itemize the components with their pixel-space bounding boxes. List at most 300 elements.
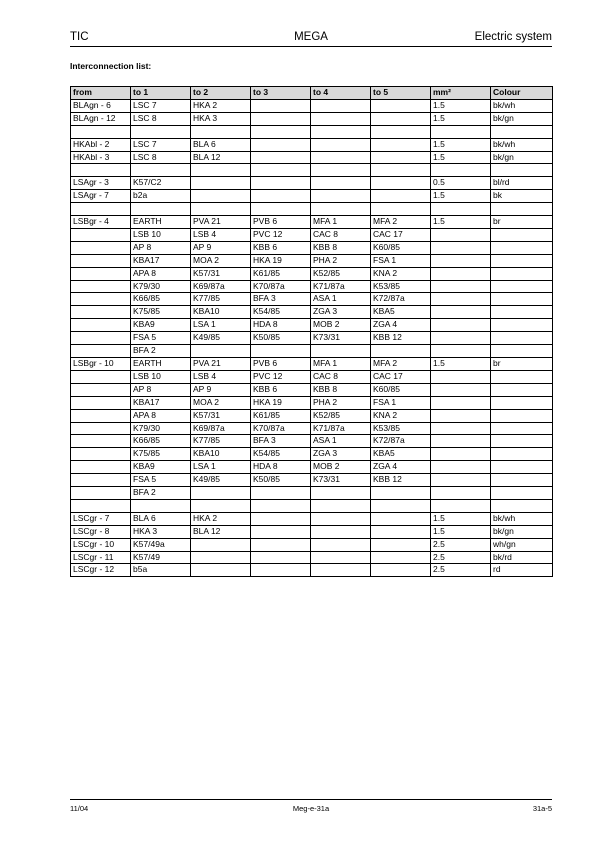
table-cell <box>431 435 491 448</box>
table-cell <box>371 345 431 358</box>
table-cell: K77/85 <box>191 435 251 448</box>
table-cell: HKA 2 <box>191 99 251 112</box>
table-cell: MFA 1 <box>311 216 371 229</box>
table-cell: K49/85 <box>191 474 251 487</box>
table-cell <box>251 512 311 525</box>
table-cell: K73/31 <box>311 332 371 345</box>
header-left: TIC <box>70 31 89 43</box>
table-cell: PVB 6 <box>251 216 311 229</box>
table-cell <box>311 538 371 551</box>
table-cell <box>491 306 553 319</box>
table-cell <box>191 487 251 500</box>
table-cell: LSCgr - 11 <box>71 551 131 564</box>
table-cell <box>431 228 491 241</box>
table-cell: LSCgr - 12 <box>71 564 131 577</box>
table-row <box>71 332 553 345</box>
table-cell: K79/30 <box>131 422 191 435</box>
column-header: from <box>71 87 131 100</box>
table-cell: CAC 17 <box>371 370 431 383</box>
table-cell <box>311 164 371 177</box>
table-cell: ZGA 4 <box>371 319 431 332</box>
table-cell <box>491 448 553 461</box>
table-cell: FSA 1 <box>371 396 431 409</box>
table-cell: bk/wh <box>491 99 553 112</box>
table-cell: ZGA 3 <box>311 448 371 461</box>
table-cell <box>431 319 491 332</box>
table-row <box>71 293 553 306</box>
table-cell: LSBgr - 4 <box>71 216 131 229</box>
table-cell <box>431 280 491 293</box>
table-cell <box>251 564 311 577</box>
table-cell <box>311 551 371 564</box>
table-cell: PHA 2 <box>311 396 371 409</box>
table-cell <box>251 525 311 538</box>
table-cell <box>251 164 311 177</box>
table-cell: KBB 12 <box>371 474 431 487</box>
table-cell: CAC 17 <box>371 228 431 241</box>
table-header-row <box>71 87 553 100</box>
table-cell: FSA 1 <box>371 254 431 267</box>
table-cell <box>71 228 131 241</box>
table-row <box>71 112 553 125</box>
table-cell <box>371 138 431 151</box>
table-cell: bk/gn <box>491 151 553 164</box>
table-row <box>71 564 553 577</box>
table-cell <box>371 125 431 138</box>
table-cell: br <box>491 216 553 229</box>
table-cell <box>251 499 311 512</box>
table-cell: ASA 1 <box>311 293 371 306</box>
table-cell <box>491 228 553 241</box>
table-cell: LSAgr - 3 <box>71 177 131 190</box>
table-cell: PVA 21 <box>191 216 251 229</box>
table-row <box>71 306 553 319</box>
table-cell <box>431 293 491 306</box>
table-row <box>71 216 553 229</box>
table-cell <box>371 499 431 512</box>
table-cell <box>491 409 553 422</box>
table-cell <box>311 512 371 525</box>
table-cell <box>71 435 131 448</box>
table-cell <box>431 461 491 474</box>
table-cell: APA 8 <box>131 409 191 422</box>
table-cell <box>431 203 491 216</box>
table-row <box>71 448 553 461</box>
table-cell: K53/85 <box>371 422 431 435</box>
header-center: MEGA <box>294 31 328 43</box>
table-cell <box>371 151 431 164</box>
table-cell: 1.5 <box>431 112 491 125</box>
table-cell: KNA 2 <box>371 267 431 280</box>
table-cell <box>71 448 131 461</box>
footer-document-id: Meg-e-31a <box>292 804 330 813</box>
table-cell: 1.5 <box>431 138 491 151</box>
table-cell <box>71 474 131 487</box>
table-cell <box>431 254 491 267</box>
table-cell: PVA 21 <box>191 357 251 370</box>
table-row <box>71 474 553 487</box>
table-cell <box>311 138 371 151</box>
table-cell: MFA 1 <box>311 357 371 370</box>
table-cell: KBB 8 <box>311 383 371 396</box>
table-cell <box>251 151 311 164</box>
table-cell <box>251 99 311 112</box>
table-row <box>71 177 553 190</box>
table-cell: LSB 4 <box>191 228 251 241</box>
table-cell: bk/gn <box>491 112 553 125</box>
table-cell <box>311 487 371 500</box>
table-cell <box>311 564 371 577</box>
table-cell <box>131 499 191 512</box>
table-cell: 1.5 <box>431 99 491 112</box>
table-cell: BFA 3 <box>251 293 311 306</box>
table-cell: MOA 2 <box>191 396 251 409</box>
column-header: to 5 <box>371 87 431 100</box>
table-cell <box>371 551 431 564</box>
table-cell <box>491 383 553 396</box>
table-cell: 0.5 <box>431 177 491 190</box>
table-cell <box>71 241 131 254</box>
table-cell: K66/85 <box>131 435 191 448</box>
table-cell: BFA 2 <box>131 487 191 500</box>
table-cell: HKAbl - 2 <box>71 138 131 151</box>
table-cell <box>71 409 131 422</box>
table-cell: wh/gn <box>491 538 553 551</box>
table-cell: K52/85 <box>311 409 371 422</box>
table-cell <box>491 293 553 306</box>
table-row <box>71 267 553 280</box>
table-cell <box>431 474 491 487</box>
table-cell <box>491 164 553 177</box>
table-cell <box>251 177 311 190</box>
table-cell: 1.5 <box>431 216 491 229</box>
table-cell: MFA 2 <box>371 357 431 370</box>
table-cell: K61/85 <box>251 267 311 280</box>
table-cell <box>431 345 491 358</box>
table-cell: K57/49a <box>131 538 191 551</box>
table-cell <box>191 564 251 577</box>
table-cell <box>431 370 491 383</box>
table-cell: AP 8 <box>131 383 191 396</box>
table-cell: LSCgr - 8 <box>71 525 131 538</box>
column-header: mm² <box>431 87 491 100</box>
table-cell: b5a <box>131 564 191 577</box>
table-cell: HDA 8 <box>251 319 311 332</box>
table-row <box>71 538 553 551</box>
table-row <box>71 422 553 435</box>
table-cell <box>431 487 491 500</box>
table-cell <box>191 551 251 564</box>
table-cell: HKA 3 <box>191 112 251 125</box>
table-row <box>71 435 553 448</box>
table-cell: K75/85 <box>131 306 191 319</box>
table-cell: HKA 3 <box>131 525 191 538</box>
table-cell: CAC 8 <box>311 228 371 241</box>
table-cell <box>431 396 491 409</box>
table-cell <box>71 499 131 512</box>
table-cell: BLA 6 <box>191 138 251 151</box>
table-cell: ZGA 3 <box>311 306 371 319</box>
table-cell: LSBgr - 10 <box>71 357 131 370</box>
table-cell <box>71 125 131 138</box>
table-row <box>71 164 553 177</box>
table-cell: LSA 1 <box>191 461 251 474</box>
table-cell: KBA5 <box>371 306 431 319</box>
table-cell <box>491 435 553 448</box>
table-cell: bk/wh <box>491 138 553 151</box>
table-cell <box>311 125 371 138</box>
table-cell <box>491 254 553 267</box>
table-cell: K71/87a <box>311 280 371 293</box>
table-cell <box>71 332 131 345</box>
table-cell <box>71 267 131 280</box>
table-cell: 1.5 <box>431 525 491 538</box>
table-cell <box>431 422 491 435</box>
table-row <box>71 461 553 474</box>
table-cell <box>191 538 251 551</box>
table-cell <box>311 190 371 203</box>
table-cell: KBB 12 <box>371 332 431 345</box>
table-cell <box>491 499 553 512</box>
table-cell <box>491 474 553 487</box>
table-cell: KBA9 <box>131 319 191 332</box>
table-cell: rd <box>491 564 553 577</box>
table-cell: K57/31 <box>191 267 251 280</box>
table-cell: bk <box>491 190 553 203</box>
table-cell <box>491 280 553 293</box>
table-cell <box>431 306 491 319</box>
table-cell <box>71 383 131 396</box>
table-cell: EARTH <box>131 357 191 370</box>
table-cell: K69/87a <box>191 422 251 435</box>
table-cell: CAC 8 <box>311 370 371 383</box>
table-cell <box>311 112 371 125</box>
table-cell: bl/rd <box>491 177 553 190</box>
table-cell <box>311 203 371 216</box>
table-cell <box>371 564 431 577</box>
table-cell: KBA17 <box>131 254 191 267</box>
table-row <box>71 241 553 254</box>
table-cell <box>251 138 311 151</box>
table-cell <box>191 345 251 358</box>
table-cell: MOB 2 <box>311 319 371 332</box>
table-cell <box>491 332 553 345</box>
table-cell: PVC 12 <box>251 228 311 241</box>
table-cell <box>251 190 311 203</box>
table-cell <box>431 332 491 345</box>
table-cell: FSA 5 <box>131 474 191 487</box>
table-cell: KBA10 <box>191 306 251 319</box>
table-row <box>71 396 553 409</box>
table-cell: LSA 1 <box>191 319 251 332</box>
table-cell <box>191 190 251 203</box>
table-cell: AP 9 <box>191 383 251 396</box>
table-row <box>71 280 553 293</box>
table-cell <box>71 293 131 306</box>
interconnection-table <box>70 86 553 577</box>
table-cell: 2.5 <box>431 551 491 564</box>
table-cell: 1.5 <box>431 151 491 164</box>
table-cell <box>71 306 131 319</box>
table-cell <box>371 512 431 525</box>
table-cell: 1.5 <box>431 357 491 370</box>
table-cell <box>71 254 131 267</box>
table-cell: AP 8 <box>131 241 191 254</box>
table-cell <box>71 280 131 293</box>
table-cell <box>431 267 491 280</box>
table-row <box>71 228 553 241</box>
table-cell: BLAgn - 6 <box>71 99 131 112</box>
table-cell: KBA5 <box>371 448 431 461</box>
table-cell: K57/49 <box>131 551 191 564</box>
footer-rule <box>70 799 552 800</box>
table-cell: HKAbl - 3 <box>71 151 131 164</box>
table-cell <box>251 345 311 358</box>
table-cell: K77/85 <box>191 293 251 306</box>
table-cell: LSB 10 <box>131 228 191 241</box>
table-cell: K72/87a <box>371 435 431 448</box>
table-cell <box>431 383 491 396</box>
table-row <box>71 370 553 383</box>
table-row <box>71 138 553 151</box>
table-cell: K66/85 <box>131 293 191 306</box>
table-cell: KBB 8 <box>311 241 371 254</box>
table-cell <box>491 370 553 383</box>
table-cell: K70/87a <box>251 280 311 293</box>
table-cell <box>371 487 431 500</box>
table-cell <box>491 319 553 332</box>
table-cell: BLA 12 <box>191 525 251 538</box>
table-row <box>71 487 553 500</box>
table-cell: LSAgr - 7 <box>71 190 131 203</box>
table-cell: BLA 12 <box>191 151 251 164</box>
table-row <box>71 125 553 138</box>
table-cell <box>71 487 131 500</box>
table-cell <box>131 203 191 216</box>
table-cell: LSC 7 <box>131 138 191 151</box>
table-cell: PVC 12 <box>251 370 311 383</box>
footer-page-number: 31a-5 <box>532 804 552 813</box>
table-row <box>71 345 553 358</box>
table-cell: K60/85 <box>371 241 431 254</box>
table-row <box>71 383 553 396</box>
column-header: to 4 <box>311 87 371 100</box>
column-header: to 1 <box>131 87 191 100</box>
table-cell <box>251 538 311 551</box>
column-header: Colour <box>491 87 553 100</box>
table-cell: K79/30 <box>131 280 191 293</box>
table-cell: K52/85 <box>311 267 371 280</box>
column-header: to 3 <box>251 87 311 100</box>
table-cell: K61/85 <box>251 409 311 422</box>
page-header <box>70 29 552 45</box>
table-cell: KNA 2 <box>371 409 431 422</box>
table-cell <box>431 448 491 461</box>
table-cell <box>431 125 491 138</box>
table-cell <box>71 422 131 435</box>
table-row <box>71 151 553 164</box>
table-cell: K73/31 <box>311 474 371 487</box>
table-row <box>71 525 553 538</box>
table-cell <box>371 203 431 216</box>
table-cell <box>491 345 553 358</box>
table-cell: APA 8 <box>131 267 191 280</box>
table-cell: PVB 6 <box>251 357 311 370</box>
table-cell <box>491 267 553 280</box>
footer-date: 11/04 <box>70 804 89 813</box>
table-row <box>71 512 553 525</box>
table-cell <box>311 525 371 538</box>
table-cell: KBA17 <box>131 396 191 409</box>
table-cell: K50/85 <box>251 474 311 487</box>
table-cell: ASA 1 <box>311 435 371 448</box>
table-cell: K69/87a <box>191 280 251 293</box>
column-header: to 2 <box>191 87 251 100</box>
table-cell: 2.5 <box>431 538 491 551</box>
table-cell <box>71 345 131 358</box>
table-cell <box>191 177 251 190</box>
table-cell: PHA 2 <box>311 254 371 267</box>
table-cell <box>71 164 131 177</box>
table-cell: LSC 8 <box>131 112 191 125</box>
table-cell <box>251 551 311 564</box>
table-cell: 2.5 <box>431 564 491 577</box>
table-cell <box>311 99 371 112</box>
table-cell <box>371 164 431 177</box>
table-cell: LSB 10 <box>131 370 191 383</box>
table-row <box>71 254 553 267</box>
table-cell <box>191 164 251 177</box>
table-cell: FSA 5 <box>131 332 191 345</box>
table-cell <box>191 203 251 216</box>
table-cell <box>311 151 371 164</box>
table-cell <box>371 525 431 538</box>
table-cell: KBB 6 <box>251 383 311 396</box>
table-row <box>71 409 553 422</box>
table-cell: K57/31 <box>191 409 251 422</box>
table-cell <box>371 177 431 190</box>
header-right: Electric system <box>474 31 552 43</box>
table-cell: K75/85 <box>131 448 191 461</box>
table-cell <box>491 461 553 474</box>
table-row <box>71 357 553 370</box>
table-cell <box>251 487 311 500</box>
table-row <box>71 551 553 564</box>
table-cell <box>191 125 251 138</box>
table-cell: bk/wh <box>491 512 553 525</box>
table-cell: K50/85 <box>251 332 311 345</box>
table-cell <box>311 499 371 512</box>
table-cell <box>311 345 371 358</box>
table-cell <box>491 125 553 138</box>
table-cell: LSC 7 <box>131 99 191 112</box>
table-cell <box>131 164 191 177</box>
table-cell: bk/gn <box>491 525 553 538</box>
table-cell <box>371 112 431 125</box>
table-cell: BLA 6 <box>131 512 191 525</box>
table-cell: K54/85 <box>251 448 311 461</box>
table-cell: KBA10 <box>191 448 251 461</box>
table-cell <box>191 499 251 512</box>
table-cell: KBA9 <box>131 461 191 474</box>
table-cell <box>431 409 491 422</box>
table-cell: LSC 8 <box>131 151 191 164</box>
table-cell <box>431 241 491 254</box>
table-cell <box>431 164 491 177</box>
table-cell: AP 9 <box>191 241 251 254</box>
table-row <box>71 319 553 332</box>
header-rule <box>70 46 552 47</box>
